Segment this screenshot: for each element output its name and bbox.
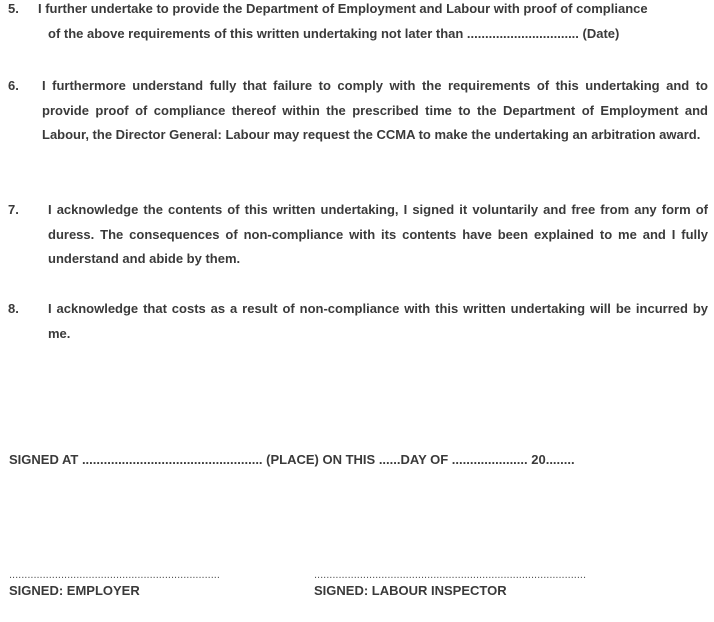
inspector-signature-line: .........................................................................................	[314, 569, 586, 581]
employer-signature-label: SIGNED: EMPLOYER	[9, 583, 140, 598]
clause-number: 8.	[8, 301, 19, 316]
clause-number: 7.	[8, 202, 19, 217]
clause-5-line-1: I further undertake to provide the Department of Employment and Labour with proof of compliance	[38, 1, 648, 16]
clause-5-line-2: of the above requirements of this written undertaking not later than ............................... (Date)	[48, 25, 620, 41]
inspector-signature-label: SIGNED: LABOUR INSPECTOR	[314, 583, 507, 598]
clause-text: I acknowledge that costs as a result of non-compliance with this written undertaking will be incurred by me.	[48, 301, 708, 341]
signed-at-place-date-line: SIGNED AT .................................................. (PLACE) ON THIS ......DAY OF ..................... 20........	[9, 452, 575, 467]
clause-number: 5.	[8, 1, 19, 16]
clause-text: I acknowledge the contents of this written undertaking, I signed it voluntarily and free from any form of duress. The consequences of non-compliance with its contents have been explained to me and I fully understand and abide by them.	[48, 202, 708, 266]
clause-text	[38, 0, 708, 46]
clause-number: 6.	[8, 78, 19, 93]
clause-text: I furthermore understand fully that failure to comply with the requirements of this undertaking and to provide proof of compliance thereof within the prescribed time to the Department of Employment and Labour, the Director General: Labour may request the CCMA to make the undertaking an arbitration award.	[42, 78, 708, 142]
employer-signature-line: .....................................................................	[9, 569, 220, 581]
